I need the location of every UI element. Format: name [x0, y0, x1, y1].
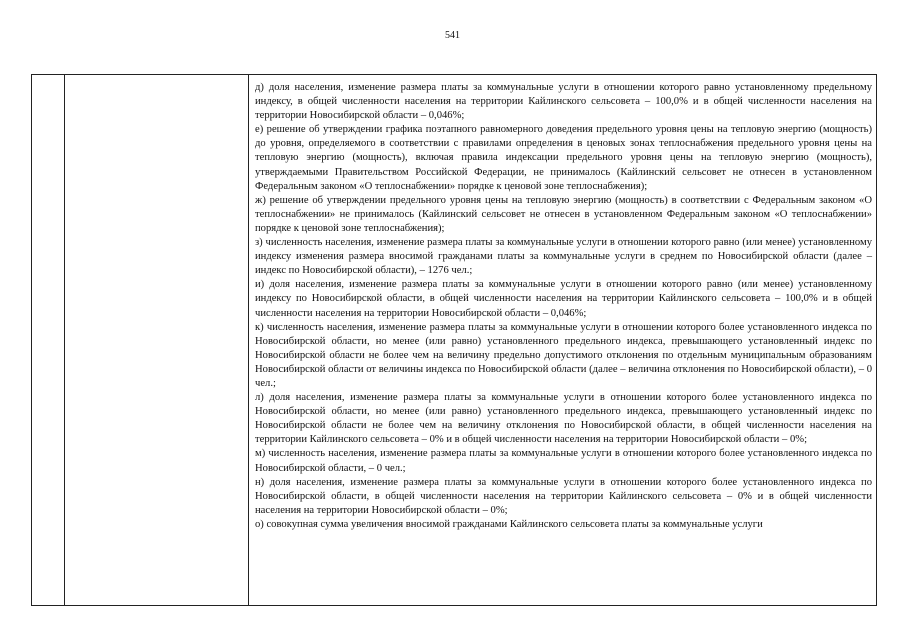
table-cell-content — [255, 81, 872, 532]
paragraph-z: з) численность населения, изменение размера платы за коммунальные услуги в отношении которого равно (или менее) установленному индексу изменения размера вносимой гражданами платы за коммунальные услуги в среднем по Новосибирской области (далее – индекс по Новосибирской области), – 1276 чел.; — [255, 237, 872, 277]
paragraph-l: л) доля населения, изменение размера платы за коммунальные услуги в отношении которого более установленного индекса по Новосибирской области, но менее (или равно) установленного предельного индекса, превышающего установленный индекс по Новосибирской области не более чем на величину отклонения по Новосибирской области, в общей численности населения на территории Кайлинского сельсовета – 0% и в общей численности населения на территории Новосибирской области – 0%; — [255, 392, 872, 446]
document-table — [31, 74, 877, 606]
column-divider — [248, 75, 249, 605]
paragraph-zh: ж) решение об утверждении предельного уровня цены на тепловую энергию (мощность) в соответствии с Федеральным законом «О теплоснабжении» не принималось (Кайлинский сельсовет не отнесен в установленном Федеральным законом «О теплоснабжении» порядке к ценовой зоне теплоснабжения); — [255, 194, 872, 234]
paragraph-k: к) численность населения, изменение размера платы за коммунальные услуги в отношении которого более установленного индекса по Новосибирской области, но менее (или равно) установленного предельного индекса, превышающего установленный индекс по Новосибирской области не более чем на величину предельно допустимого отклонения по отдельным муниципальным образованиям Новосибирской области от величины индекса по Новосибирской области (далее – величина отклонения по Новосибирской области), – 0 чел.; — [255, 321, 872, 389]
paragraph-o: о) совокупная сумма увеличения вносимой гражданами Кайлинского сельсовета платы за коммунальные услуги — [255, 518, 763, 530]
column-divider — [64, 75, 65, 605]
paragraph-e: е) решение об утверждении графика поэтапного равномерного доведения предельного уровня цены на тепловую энергию (мощность) до уровня, определяемого в соответствии с правилами определения в ценовых зонах теплоснабжения предельного уровня цены на тепловую энергию (мощность), включая правила индексации предельного уровня цены на тепловую энергию (мощность), утверждаемыми Правительством Российской Федерации, не принималось (Кайлинский сельсовет не отнесен в установленном Федеральным законом «О теплоснабжении» порядке к ценовой зоне теплоснабжения); — [255, 124, 872, 192]
paragraph-i: и) доля населения, изменение размера платы за коммунальные услуги в отношении которого равно (или менее) установленному индексу по Новосибирской области, в общей численности населения на территории Кайлинского сельсовета – 100,0% и в общей численности населения на территории Новосибирской области – 0,046%; — [255, 279, 872, 319]
page-number: 541 — [445, 30, 460, 41]
paragraph-d: д) доля населения, изменение размера платы за коммунальные услуги в отношении которого равно установленному предельному индексу, в общей численности населения на территории Кайлинского сельсовета – 100,0% и в общей численности населения на территории Новосибирской области – 0,046%; — [255, 82, 872, 122]
paragraph-n: н) доля населения, изменение размера платы за коммунальные услуги в отношении которого более установленного индекса по Новосибирской области, в общей численности населения на территории Кайлинского сельсовета – 0% и в общей численности населения на территории Новосибирской области – 0%; — [255, 476, 872, 516]
paragraph-m: м) численность населения, изменение размера платы за коммунальные услуги в отношении которого более установленного индекса по Новосибирской области, – 0 чел.; — [255, 448, 872, 474]
